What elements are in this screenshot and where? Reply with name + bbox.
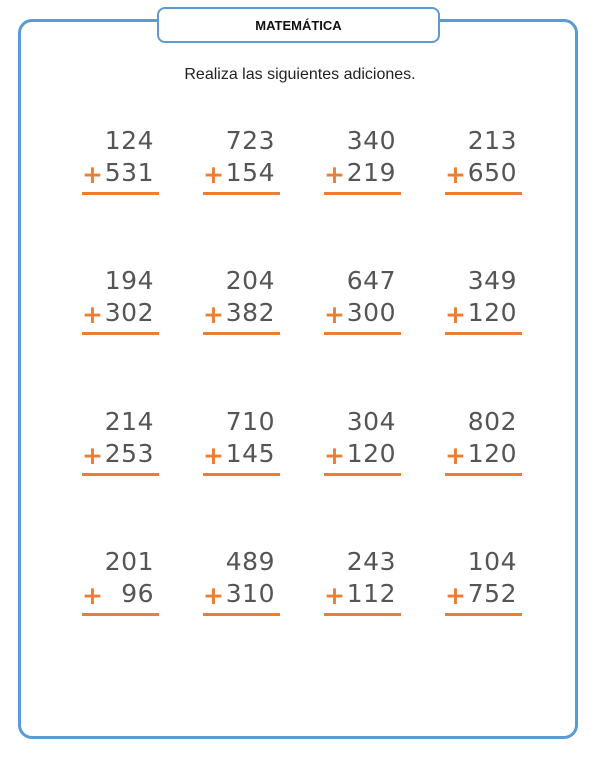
addition-problem [82,268,182,348]
answer-line [203,332,280,335]
answer-line [324,473,401,476]
addend-bottom: 382 [225,298,275,327]
plus-sign: + [82,441,103,470]
plus-sign: + [445,581,466,610]
addend-bottom: 120 [467,298,517,327]
addition-problem [82,409,182,489]
addition-problem [445,128,545,208]
plus-sign: + [324,160,345,189]
plus-sign: + [82,300,103,329]
addend-top: 647 [346,266,396,295]
plus-sign: + [324,441,345,470]
addition-problem [445,268,545,348]
addition-problem [82,128,182,208]
addition-problem [324,268,424,348]
addend-bottom: 253 [104,439,154,468]
page-title: MATEMÁTICA [157,7,440,43]
addend-top: 213 [467,126,517,155]
addition-problem [82,549,182,629]
answer-line [82,192,159,195]
addend-bottom: 302 [104,298,154,327]
addition-problem [324,128,424,208]
addend-bottom: 120 [467,439,517,468]
addend-top: 214 [104,407,154,436]
answer-line [203,473,280,476]
answer-line [445,613,522,616]
plus-sign: + [203,160,224,189]
addition-problem [445,549,545,629]
plus-sign: + [324,581,345,610]
addend-top: 243 [346,547,396,576]
answer-line [82,613,159,616]
plus-sign: + [445,300,466,329]
instruction-text: Realiza las siguientes adiciones. [184,66,416,83]
addend-bottom: 752 [467,579,517,608]
addend-top: 104 [467,547,517,576]
answer-line [82,332,159,335]
addend-bottom: 300 [346,298,396,327]
plus-sign: + [203,441,224,470]
addition-problem [203,409,303,489]
addend-top: 802 [467,407,517,436]
addend-bottom: 112 [346,579,396,608]
addend-bottom: 120 [346,439,396,468]
addend-top: 124 [104,126,154,155]
addend-top: 204 [225,266,275,295]
answer-line [82,473,159,476]
plus-sign: + [82,160,103,189]
answer-line [203,192,280,195]
answer-line [324,192,401,195]
answer-line [445,332,522,335]
addend-bottom: 154 [225,158,275,187]
addend-bottom: 145 [225,439,275,468]
plus-sign: + [445,441,466,470]
addend-top: 349 [467,266,517,295]
addend-top: 201 [104,547,154,576]
addition-problem [324,409,424,489]
addend-top: 489 [225,547,275,576]
addend-bottom: 650 [467,158,517,187]
addition-problem [203,128,303,208]
plus-sign: + [324,300,345,329]
addend-top: 304 [346,407,396,436]
plus-sign: + [445,160,466,189]
addition-problem [203,549,303,629]
plus-sign: + [82,581,103,610]
answer-line [445,192,522,195]
plus-sign: + [203,300,224,329]
addend-bottom: 310 [225,579,275,608]
addend-top: 723 [225,126,275,155]
answer-line [324,613,401,616]
addend-top: 340 [346,126,396,155]
answer-line [445,473,522,476]
addend-top: 710 [225,407,275,436]
answer-line [203,613,280,616]
answer-line [324,332,401,335]
addition-problem [324,549,424,629]
addition-problem [445,409,545,489]
addition-problem [203,268,303,348]
addend-top: 194 [104,266,154,295]
addend-bottom: 531 [104,158,154,187]
addend-bottom: 219 [346,158,396,187]
addend-bottom: 96 [121,579,154,608]
plus-sign: + [203,581,224,610]
